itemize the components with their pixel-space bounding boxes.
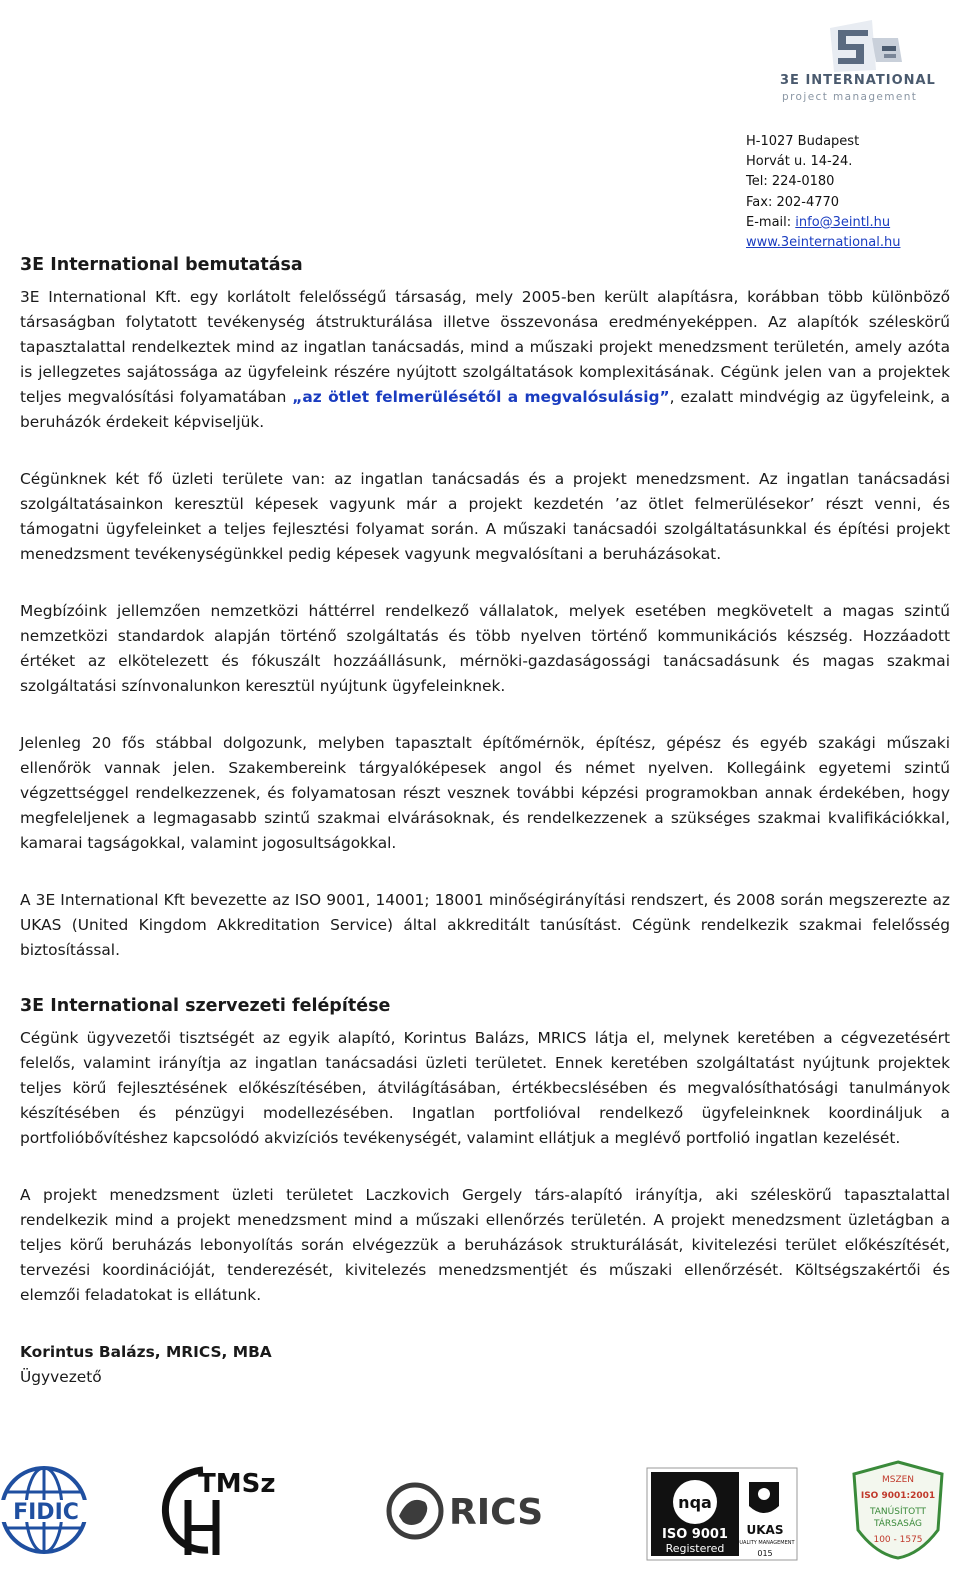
nqa-registered-text: Registered [665, 1542, 725, 1555]
company-logo [778, 18, 936, 110]
intro-paragraph-1 [20, 285, 950, 435]
nqa-ukas-logo-icon [647, 1468, 797, 1560]
logo-graphic-icon [820, 18, 930, 73]
msz-certified-text: TANÚSÍTOTT [869, 1507, 927, 1517]
intro-p1-end: , ezalatt mindvégig az ügyfeleink, a beruházók érdekeit képviseljük. [20, 388, 951, 431]
contact-block [746, 132, 900, 253]
fidic-logo-icon [0, 1460, 92, 1560]
certification-logos [0, 1458, 960, 1568]
intro-p1-highlight: „az ötlet felmerülésétől a megvalósulásig” [292, 388, 670, 406]
ukas-text: UKAS [746, 1523, 784, 1537]
rics-text: RICS [449, 1492, 544, 1533]
structure-paragraph-1: Cégünk ügyvezetői tisztségét az egyik alapító, Korintus Balázs, MRICS látja el, melynek keretében a cégvezetésért felelős, valamint irányítja az ingatlan tanácsadási üzleti területet. Ennek keretében szolgáltatást nyújtunk projektek teljes körű fejlesztésének előkészítésében, átvilágításában, értékbecslésében és megvalósíthatósági tanulmányok készítésében és pénzügyi modellezésében. Ingatlan portfolióval rendelkező ügyfeleinknek koordináljuk a portfolióbővítéshez kapcsolódó akvizíciós tevékenységét, valamint ellátjuk a meglévő portfolió ingatlan kezelését. [20, 1029, 950, 1147]
msz-top-text: MSZEN [881, 1475, 915, 1485]
fax: Fax: 202-4770 [746, 194, 840, 210]
logo-subtitle: project management [782, 91, 918, 103]
intro-paragraph-5: A 3E International Kft bevezette az ISO 9001, 14001; 18001 minőségirányítási rendszert, és 2008 során megszerezte az UKAS (United Kingdom Akkreditation Service) által akkreditált tanúsítást. Cégünk rendelkezik szakmai felelősség biztosítással. [20, 891, 950, 959]
ukas-number-text: 015 [757, 1549, 773, 1558]
tmsz-logo-icon [148, 1460, 276, 1560]
rics-logo-icon [385, 1476, 555, 1546]
msz-company-text: TÁRSASÁG [873, 1519, 923, 1529]
address-line-1: H-1027 Budapest [746, 134, 860, 149]
msz-iso-text: ISO 9001:2001 [860, 1491, 936, 1501]
email-link[interactable]: info@3eintl.hu [795, 214, 891, 230]
nqa-iso-text: ISO 9001 [662, 1527, 728, 1542]
ukas-sub-text: QUALITY MANAGEMENT [735, 1540, 795, 1546]
intro-paragraph-3: Megbízóink jellemzően nemzetközi háttérrel rendelkező vállalatok, melyek esetében megkövetelt a magas szintű nemzetközi standardok alapján történő szolgáltatás és több nyelven történő kommunikációs készség. Hozzáadott értéket az elkötelezett és fókuszált hozzáállásunk, mérnöki-gazdaságossági tanácsadásunk és magas szakmai szolgáltatási színvonalunkon keresztül nyújtunk ügyfeleinknek. [20, 602, 950, 695]
address-line-2: Horvát u. 14-24. [746, 154, 853, 170]
intro-p1-start: 3E International Kft. egy korlátolt felelősségű társaság, mely 2005-ben került alapításra, korábban több különböző társaságban folytatott tevékenység átstrukturálása illetve összevonása eredményeképpen. Az alapítók széleskörű tapasztalattal rendelkeztek mind az ingatlan tanácsadás, mind a műszaki projekt menedzsment területén, amely azóta is jellegzetes sajátossága az ügyfeleink részére nyújtott szolgáltatások komplexitásának. Cégünk jelen van a projektek teljes megvalósítási folyamatában [20, 288, 950, 406]
msz-number-text: 100 - 1575 [873, 1535, 923, 1545]
phone: Tel: 224-0180 [746, 174, 835, 190]
website-link[interactable]: www.3einternational.hu [746, 235, 901, 251]
msz-certified-logo-icon [850, 1458, 946, 1562]
website-line [746, 233, 900, 253]
fidic-text: FIDIC [13, 1500, 79, 1525]
nqa-text: nqa [678, 1493, 712, 1512]
intro-paragraph-4: Jelenleg 20 fős stábbal dolgozunk, melyben tapasztalt építőmérnök, építész, gépész és egyéb szakági műszaki ellenőrök vannak jelen. Szakembereink tárgyalóképesek angol és német nyelven. Kollegáink egyetemi szintű végzettséggel rendelkezzenek, és folyamatosan részt vesznek további képzési programokban annak érdekében, hogy megfeleljenek a legmagasabb szintű szakmai elvárásoknak, és rendelkezzenek a szükséges szakmai kvalifikációkkal, kamarai tagságokkal, valamint jogosultságokkal. [20, 734, 950, 852]
email-label: E-mail: [746, 214, 796, 230]
tmsz-text: TMSz [198, 1469, 276, 1499]
signature-name: Korintus Balázs, MRICS, MBA [20, 1343, 272, 1361]
document-body [20, 252, 950, 1390]
signature-title: Ügyvezető [20, 1368, 102, 1386]
logo-title: 3E INTERNATIONAL [780, 73, 936, 88]
structure-paragraph-2: A projekt menedzsment üzleti területet Laczkovich Gergely társ-alapító irányítja, aki széleskörű tapasztalattal rendelkezik mind a projekt menedzsment mind a műszaki ellenőrzés területén. A projekt menedzsment üzletágban a teljes körű beruházás lebonyolítás során elvégezzük a beruházások strukturálását, kivitelezési terület előkészítését, tervezési koordinációját, tenderezését, kivitelezés menedzsmentjét és műszaki ellenőrzését. Költségszakértői és elemzői feladatokat is ellátunk. [20, 1186, 950, 1304]
section-heading-intro: 3E International bemutatása [20, 255, 303, 275]
section-heading-structure: 3E International szervezeti felépítése [20, 996, 391, 1016]
intro-paragraph-2: Cégünknek két fő üzleti területe van: az ingatlan tanácsadás és a projekt menedzsment. Az ingatlan tanácsadási szolgáltatásainkon keresztül képesek vagyunk már a projekt kezdetén ’az ötlet felmerülésekor’ részt venni, és támogatni ügyfeleinket a teljes fejlesztési folyamat során. A műszaki tanácsadói szolgáltatásunkkal és építési projekt menedzsment tevékenységünkkel pedig képesek vagyunk megvalósítani a beruházásokat. [20, 470, 950, 563]
email-line [746, 213, 900, 233]
